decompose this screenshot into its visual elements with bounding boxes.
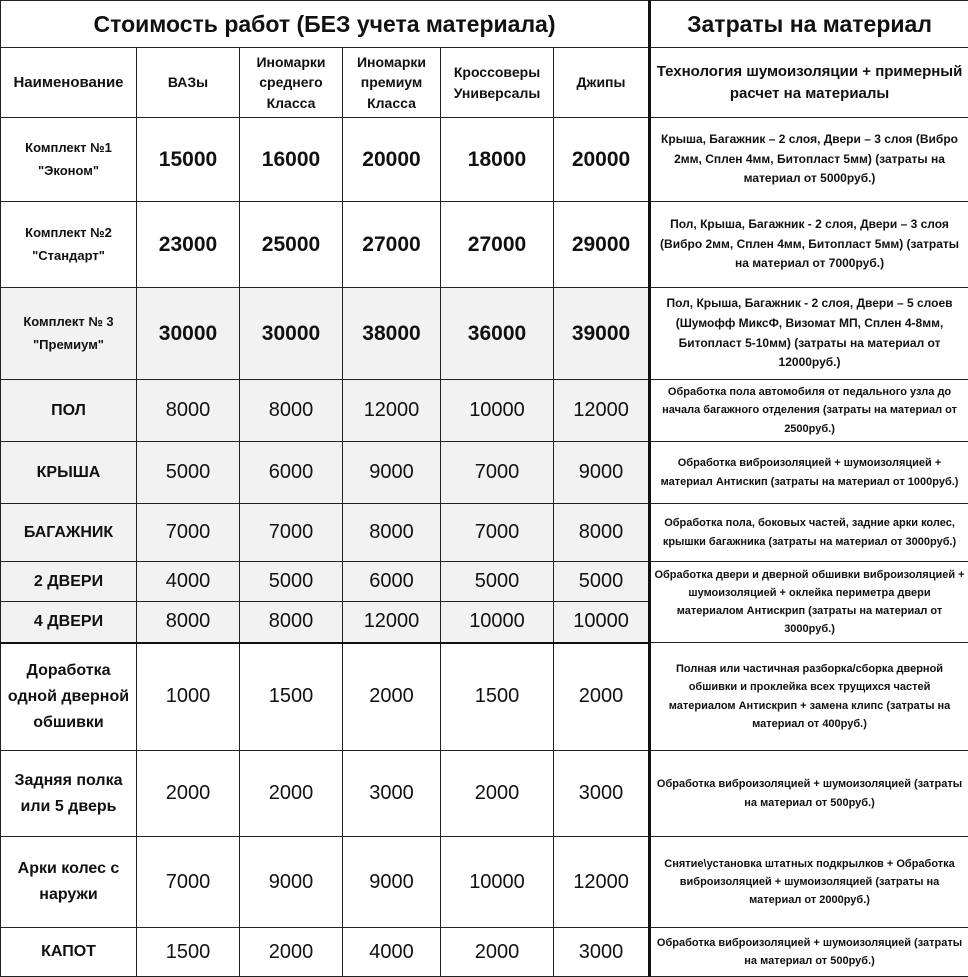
table-row (1, 643, 968, 751)
table-row (1, 837, 968, 928)
table-row (1, 504, 968, 562)
title-right: Затраты на материал (650, 1, 968, 48)
price-cell: 8000 (137, 602, 240, 643)
row-desc: Обработка виброизоляцией + шумоизоляцией (затраты на материал от 500руб.) (650, 928, 968, 977)
row-desc: Пол, Крыша, Багажник - 2 слоя, Двери – 3 слоя (Вибро 2мм, Сплен 4мм, Битопласт 5мм) (затраты на материал от 7000руб.) (650, 202, 968, 288)
row-desc: Обработка виброизоляцией + шумоизоляцией + материал Антискип (затраты на материал от 1000руб.) (650, 442, 968, 504)
table-row (1, 751, 968, 837)
price-cell: 2000 (441, 751, 554, 837)
price-cell: 27000 (343, 202, 441, 288)
title-row (1, 1, 968, 48)
header-vaz: ВАЗы (137, 48, 240, 118)
row-name: КАПОТ (1, 928, 137, 977)
price-cell: 5000 (137, 442, 240, 504)
header-row (1, 48, 968, 118)
price-cell: 27000 (441, 202, 554, 288)
table-row (1, 562, 968, 602)
price-cell: 6000 (240, 442, 343, 504)
table-row (1, 928, 968, 977)
price-cell: 38000 (343, 288, 441, 380)
row-name: ПОЛ (1, 380, 137, 442)
row-name: Задняя полка или 5 дверь (1, 751, 137, 837)
price-cell: 30000 (137, 288, 240, 380)
price-cell: 2000 (137, 751, 240, 837)
price-cell: 6000 (343, 562, 441, 602)
price-cell: 20000 (343, 118, 441, 202)
row-name: Комплект №2 "Стандарт" (1, 202, 137, 288)
price-cell: 10000 (554, 602, 650, 643)
price-cell: 5000 (240, 562, 343, 602)
row-desc: Обработка пола автомобиля от педального узла до начала багажного отделения (затраты на материал от 2500руб.) (650, 380, 968, 442)
price-cell: 8000 (137, 380, 240, 442)
row-name: 2 ДВЕРИ (1, 562, 137, 602)
table-row (1, 442, 968, 504)
price-cell: 29000 (554, 202, 650, 288)
header-jeep: Джипы (554, 48, 650, 118)
price-cell: 30000 (240, 288, 343, 380)
price-cell: 8000 (240, 602, 343, 643)
price-cell: 2000 (343, 643, 441, 751)
price-cell: 23000 (137, 202, 240, 288)
row-desc: Крыша, Багажник – 2 слоя, Двери – 3 слоя (Вибро 2мм, Сплен 4мм, Битопласт 5мм) (затраты на материал от 5000руб.) (650, 118, 968, 202)
header-crossover: Кроссоверы Универсалы (441, 48, 554, 118)
price-cell: 4000 (343, 928, 441, 977)
price-cell: 9000 (240, 837, 343, 928)
price-cell: 3000 (554, 928, 650, 977)
price-cell: 2000 (554, 643, 650, 751)
price-cell: 7000 (240, 504, 343, 562)
row-name: Доработка одной дверной обшивки (1, 643, 137, 751)
table-row (1, 118, 968, 202)
price-cell: 12000 (343, 602, 441, 643)
price-cell: 18000 (441, 118, 554, 202)
price-cell: 1500 (240, 643, 343, 751)
price-cell: 7000 (137, 837, 240, 928)
row-name: Комплект №1 "Эконом" (1, 118, 137, 202)
price-cell: 25000 (240, 202, 343, 288)
price-cell: 7000 (441, 504, 554, 562)
price-cell: 9000 (343, 837, 441, 928)
row-name: 4 ДВЕРИ (1, 602, 137, 643)
price-cell: 7000 (137, 504, 240, 562)
price-cell: 2000 (240, 928, 343, 977)
row-name: КРЫША (1, 442, 137, 504)
price-cell: 20000 (554, 118, 650, 202)
title-left: Стоимость работ (БЕЗ учета материала) (1, 1, 650, 48)
row-name: Комплект № 3 "Премиум" (1, 288, 137, 380)
price-cell: 2000 (240, 751, 343, 837)
price-cell: 8000 (343, 504, 441, 562)
row-desc: Обработка двери и дверной обшивки виброизоляцией + шумоизоляцией + оклейка периметра двери материалом Антискрип (затраты на материал от 3000руб.) (650, 562, 968, 643)
price-cell: 5000 (554, 562, 650, 602)
price-cell: 2000 (441, 928, 554, 977)
price-cell: 10000 (441, 602, 554, 643)
price-cell: 3000 (343, 751, 441, 837)
row-desc: Снятие\установка штатных подкрылков + Обработка виброизоляцией + шумоизоляцией (затраты на материал от 2000руб.) (650, 837, 968, 928)
price-cell: 39000 (554, 288, 650, 380)
price-cell: 12000 (343, 380, 441, 442)
price-cell: 8000 (554, 504, 650, 562)
price-cell: 8000 (240, 380, 343, 442)
row-desc: Полная или частичная разборка/сборка дверной обшивки и проклейка всех трущихся частей материалом Антискрип + замена клипс (затраты на материал от 400руб.) (650, 643, 968, 751)
row-name: Арки колес с наружи (1, 837, 137, 928)
price-cell: 12000 (554, 837, 650, 928)
price-cell: 10000 (441, 380, 554, 442)
row-desc: Обработка пола, боковых частей, задние арки колес, крышки багажника (затраты на материал от 3000руб.) (650, 504, 968, 562)
price-cell: 36000 (441, 288, 554, 380)
table-row (1, 288, 968, 380)
row-name: БАГАЖНИК (1, 504, 137, 562)
price-cell: 16000 (240, 118, 343, 202)
price-cell: 1500 (137, 928, 240, 977)
price-cell: 1500 (441, 643, 554, 751)
price-cell: 3000 (554, 751, 650, 837)
price-cell: 9000 (343, 442, 441, 504)
price-cell: 15000 (137, 118, 240, 202)
row-desc: Пол, Крыша, Багажник - 2 слоя, Двери – 5 слоев (Шумофф МиксФ, Визомат МП, Сплен 4-8мм, Битопласт 5-10мм) (затраты на материал от 12000руб.) (650, 288, 968, 380)
header-mid: Иномарки среднего Класса (240, 48, 343, 118)
table-row (1, 202, 968, 288)
price-cell: 12000 (554, 380, 650, 442)
price-cell: 1000 (137, 643, 240, 751)
price-cell: 7000 (441, 442, 554, 504)
row-desc: Обработка виброизоляцией + шумоизоляцией (затраты на материал от 500руб.) (650, 751, 968, 837)
price-cell: 5000 (441, 562, 554, 602)
header-name: Наименование (1, 48, 137, 118)
price-cell: 9000 (554, 442, 650, 504)
table-row (1, 380, 968, 442)
header-premium: Иномарки премиум Класса (343, 48, 441, 118)
price-cell: 4000 (137, 562, 240, 602)
header-tech: Технология шумоизоляции + примерный расчет на материалы (650, 48, 968, 118)
price-cell: 10000 (441, 837, 554, 928)
